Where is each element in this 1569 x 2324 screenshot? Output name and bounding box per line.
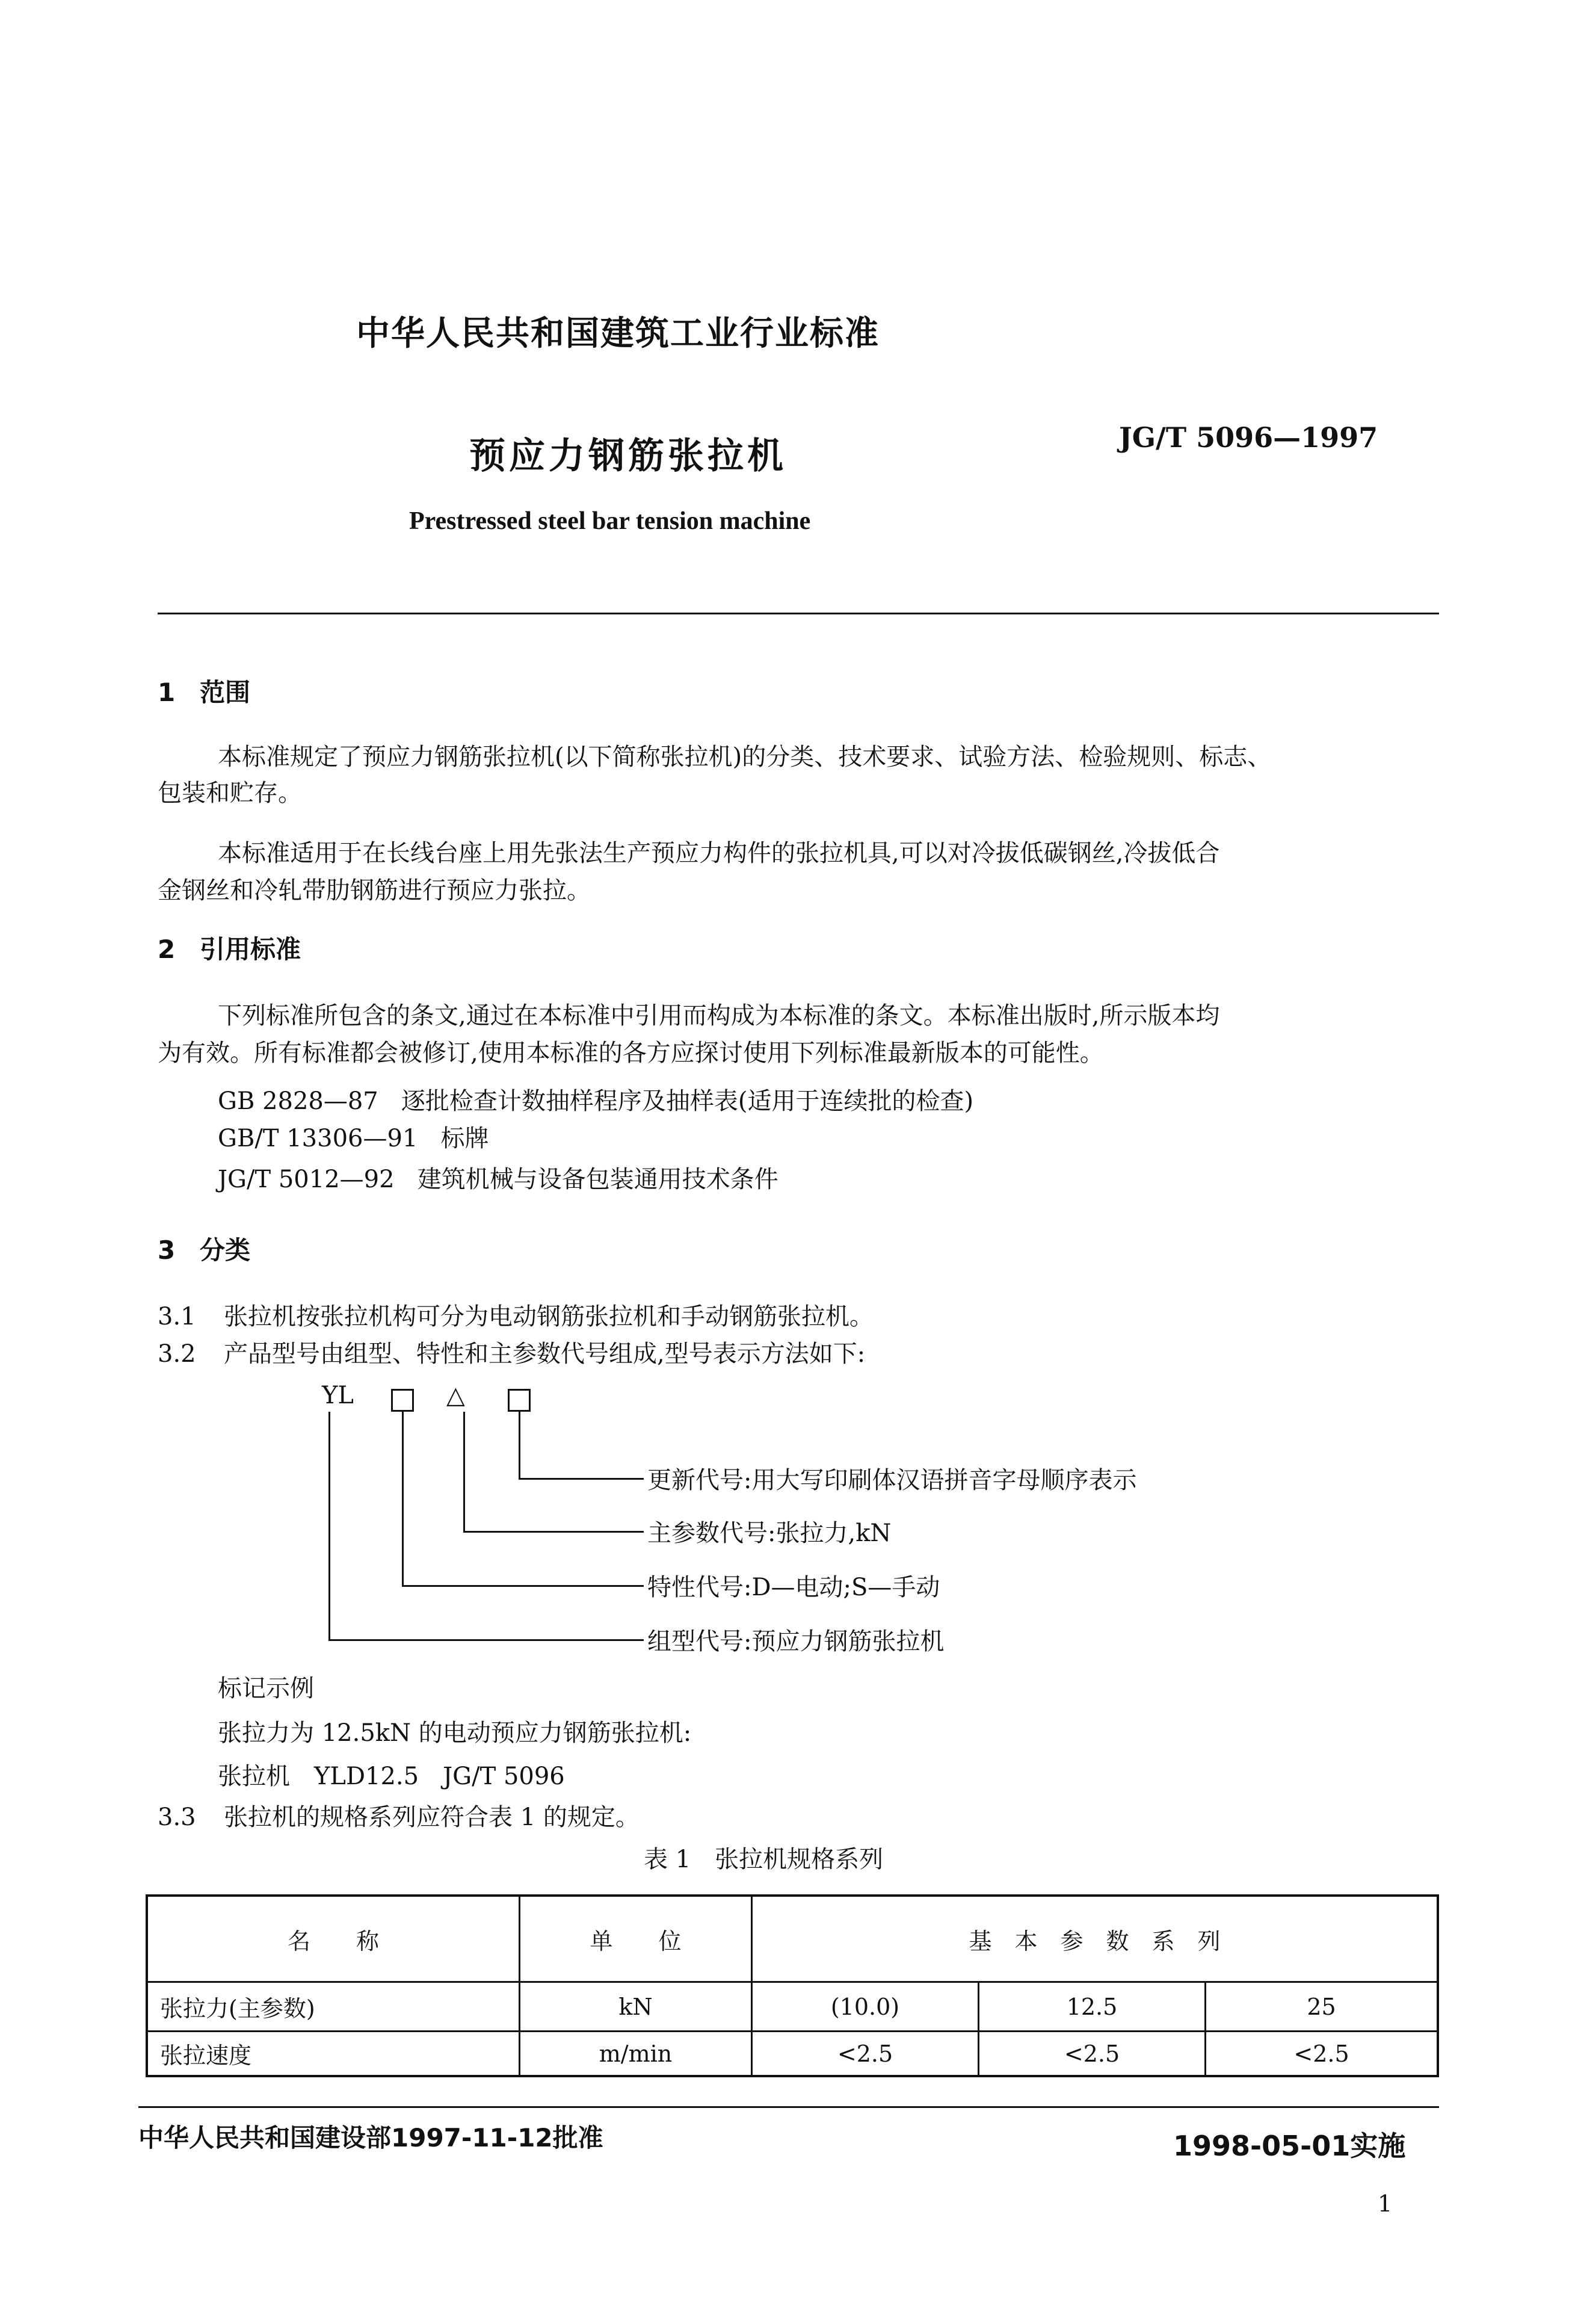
table-row-1-name: 张拉力(主参数) xyxy=(160,1995,315,2022)
section-title: 分类 xyxy=(200,1235,251,1265)
leader-line xyxy=(463,1531,644,1533)
section-2-heading xyxy=(158,930,301,966)
header-divider xyxy=(158,613,1439,614)
approval-line: 中华人民共和国建设部1997-11-12批准 xyxy=(138,2123,603,2152)
effective-date-line: 1998-05-01实施 xyxy=(1173,2130,1406,2162)
document-title: 预应力钢筋张拉机 xyxy=(469,435,787,477)
example-value: 张拉机 YLD12.5 JG/T 5096 xyxy=(218,1763,565,1790)
section-1-heading xyxy=(158,673,250,709)
leader-line xyxy=(519,1478,644,1480)
table-row-1-value-1: (10.0) xyxy=(830,1993,900,2020)
standard-code: JG/T 5096—1997 xyxy=(1119,421,1378,454)
main-parameter-triangle: △ xyxy=(446,1382,465,1409)
clause-3-2 xyxy=(158,1330,865,1378)
header-unit: 单 位 xyxy=(590,1927,682,1955)
section-number: 2 xyxy=(158,935,176,964)
table-row-2-unit: m/min xyxy=(599,2040,673,2067)
reference-title: 建筑机械与设备包装通用技术条件 xyxy=(417,1166,778,1193)
leader-line xyxy=(328,1412,330,1640)
section-1-paragraph-2-line-2: 金钢丝和冷轧带肋钢筋进行预应力张拉。 xyxy=(158,877,591,904)
leader-line xyxy=(519,1412,520,1479)
table-border xyxy=(1437,1894,1439,2077)
update-code-label: 更新代号:用大写印刷体汉语拼音字母顺序表示 xyxy=(647,1466,1137,1494)
english-title: Prestressed steel bar tension machine xyxy=(409,507,811,535)
leader-line xyxy=(402,1585,644,1587)
reference-code: GB/T 13306—91 xyxy=(218,1125,418,1152)
leader-line xyxy=(328,1639,644,1641)
section-1-paragraph-1-line-2: 包装和贮存。 xyxy=(158,779,302,807)
footer-divider xyxy=(138,2106,1439,2108)
characteristic-code-box xyxy=(391,1389,414,1412)
clause-3-3 xyxy=(158,1793,640,1841)
leader-line xyxy=(463,1412,465,1532)
section-number: 1 xyxy=(158,678,176,707)
table-row-1-value-3: 25 xyxy=(1307,1993,1336,2020)
clause-text: 张拉机按张拉机构可分为电动钢筋张拉机和手动钢筋张拉机。 xyxy=(224,1303,874,1330)
header-name: 名 称 xyxy=(287,1927,379,1955)
table-row-1-unit: kN xyxy=(618,1993,653,2020)
section-2-paragraph-line-1: 下列标准所包含的条文,通过在本标准中引用而构成为本标准的条文。本标准出版时,所示版本均 xyxy=(218,1002,1220,1030)
table-row-2-value-1: <2.5 xyxy=(837,2040,893,2067)
update-code-box xyxy=(508,1389,531,1412)
clause-number: 3.1 xyxy=(158,1303,196,1330)
table-row-2-value-3: <2.5 xyxy=(1293,2040,1349,2067)
characteristic-code-label: 特性代号:D—电动;S—手动 xyxy=(647,1574,940,1601)
section-title: 范围 xyxy=(200,678,251,707)
leader-line xyxy=(402,1412,404,1586)
section-1-paragraph-1-line-1: 本标准规定了预应力钢筋张拉机(以下简称张拉机)的分类、技术要求、试验方法、检验规则、标志、 xyxy=(218,743,1272,771)
reference-title: 逐批检查计数抽样程序及抽样表(适用于连续批的检查) xyxy=(401,1087,974,1115)
reference-item xyxy=(218,1155,778,1204)
example-description: 张拉力为 12.5kN 的电动预应力钢筋张拉机: xyxy=(218,1719,692,1747)
reference-title: 标牌 xyxy=(440,1125,489,1152)
table-border xyxy=(146,2075,1439,2077)
section-3-heading xyxy=(158,1231,250,1267)
section-1-paragraph-2-line-1: 本标准适用于在长线台座上用先张法生产预应力构件的张拉机具,可以对冷拔低碳钢丝,冷拔低合 xyxy=(218,839,1220,867)
model-prefix: YL xyxy=(322,1382,354,1409)
clause-number: 3.3 xyxy=(158,1803,196,1831)
table-caption: 表 1 张拉机规格系列 xyxy=(644,1846,884,1873)
section-number: 3 xyxy=(158,1235,176,1265)
reference-code: GB 2828—87 xyxy=(218,1087,378,1115)
table-row-2-value-2: <2.5 xyxy=(1064,2040,1120,2067)
reference-code: JG/T 5012—92 xyxy=(218,1166,395,1193)
main-parameter-label: 主参数代号:张拉力,kN xyxy=(647,1519,892,1547)
clause-text: 产品型号由组型、特性和主参数代号组成,型号表示方法如下: xyxy=(224,1340,866,1368)
page-number: 1 xyxy=(1378,2190,1393,2217)
section-title: 引用标准 xyxy=(200,935,301,964)
table-row-2-name: 张拉速度 xyxy=(160,2042,252,2069)
clause-number: 3.2 xyxy=(158,1340,196,1368)
table-row-1-value-2: 12.5 xyxy=(1066,1993,1118,2020)
header-series: 基 本 参 数 系 列 xyxy=(969,1927,1221,1955)
example-title: 标记示例 xyxy=(218,1675,314,1702)
issuing-organization-title: 中华人民共和国建筑工业行业标准 xyxy=(356,314,880,353)
group-type-label: 组型代号:预应力钢筋张拉机 xyxy=(647,1628,945,1655)
clause-text: 张拉机的规格系列应符合表 1 的规定。 xyxy=(224,1803,640,1831)
section-2-paragraph-line-2: 为有效。所有标准都会被修订,使用本标准的各方应探讨使用下列标准最新版本的可能性。 xyxy=(158,1039,1104,1067)
